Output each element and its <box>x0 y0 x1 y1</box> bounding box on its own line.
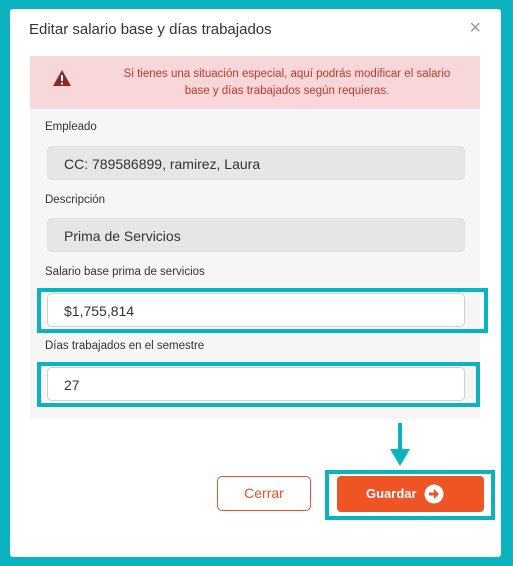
close-icon[interactable]: × <box>469 17 481 39</box>
save-button-label: Guardar <box>366 486 417 501</box>
salary-label: Salario base prima de servicios <box>45 266 205 278</box>
modal-title: Editar salario base y días trabajados <box>29 21 272 38</box>
warning-triangle-icon <box>52 69 72 92</box>
alert-banner <box>30 56 480 109</box>
arrow-circle-right-icon <box>424 484 444 507</box>
days-label: Días trabajados en el semestre <box>45 340 205 352</box>
arrow-down-icon <box>389 423 411 472</box>
salary-input[interactable]: $1,755,814 <box>47 293 465 327</box>
description-label: Descripción <box>45 194 106 206</box>
description-field: Prima de Servicios <box>47 218 465 252</box>
employee-label: Empleado <box>45 121 97 133</box>
days-input[interactable]: 27 <box>47 367 465 401</box>
employee-field: CC: 789586899, ramirez, Laura <box>47 146 465 180</box>
cancel-button[interactable]: Cerrar <box>217 476 311 511</box>
save-button[interactable] <box>337 476 484 512</box>
alert-message: Si tienes una situación especial, aquí podrás modificar el salario base y días trabajados según requieras. <box>123 68 451 97</box>
edit-salary-modal <box>10 9 501 557</box>
